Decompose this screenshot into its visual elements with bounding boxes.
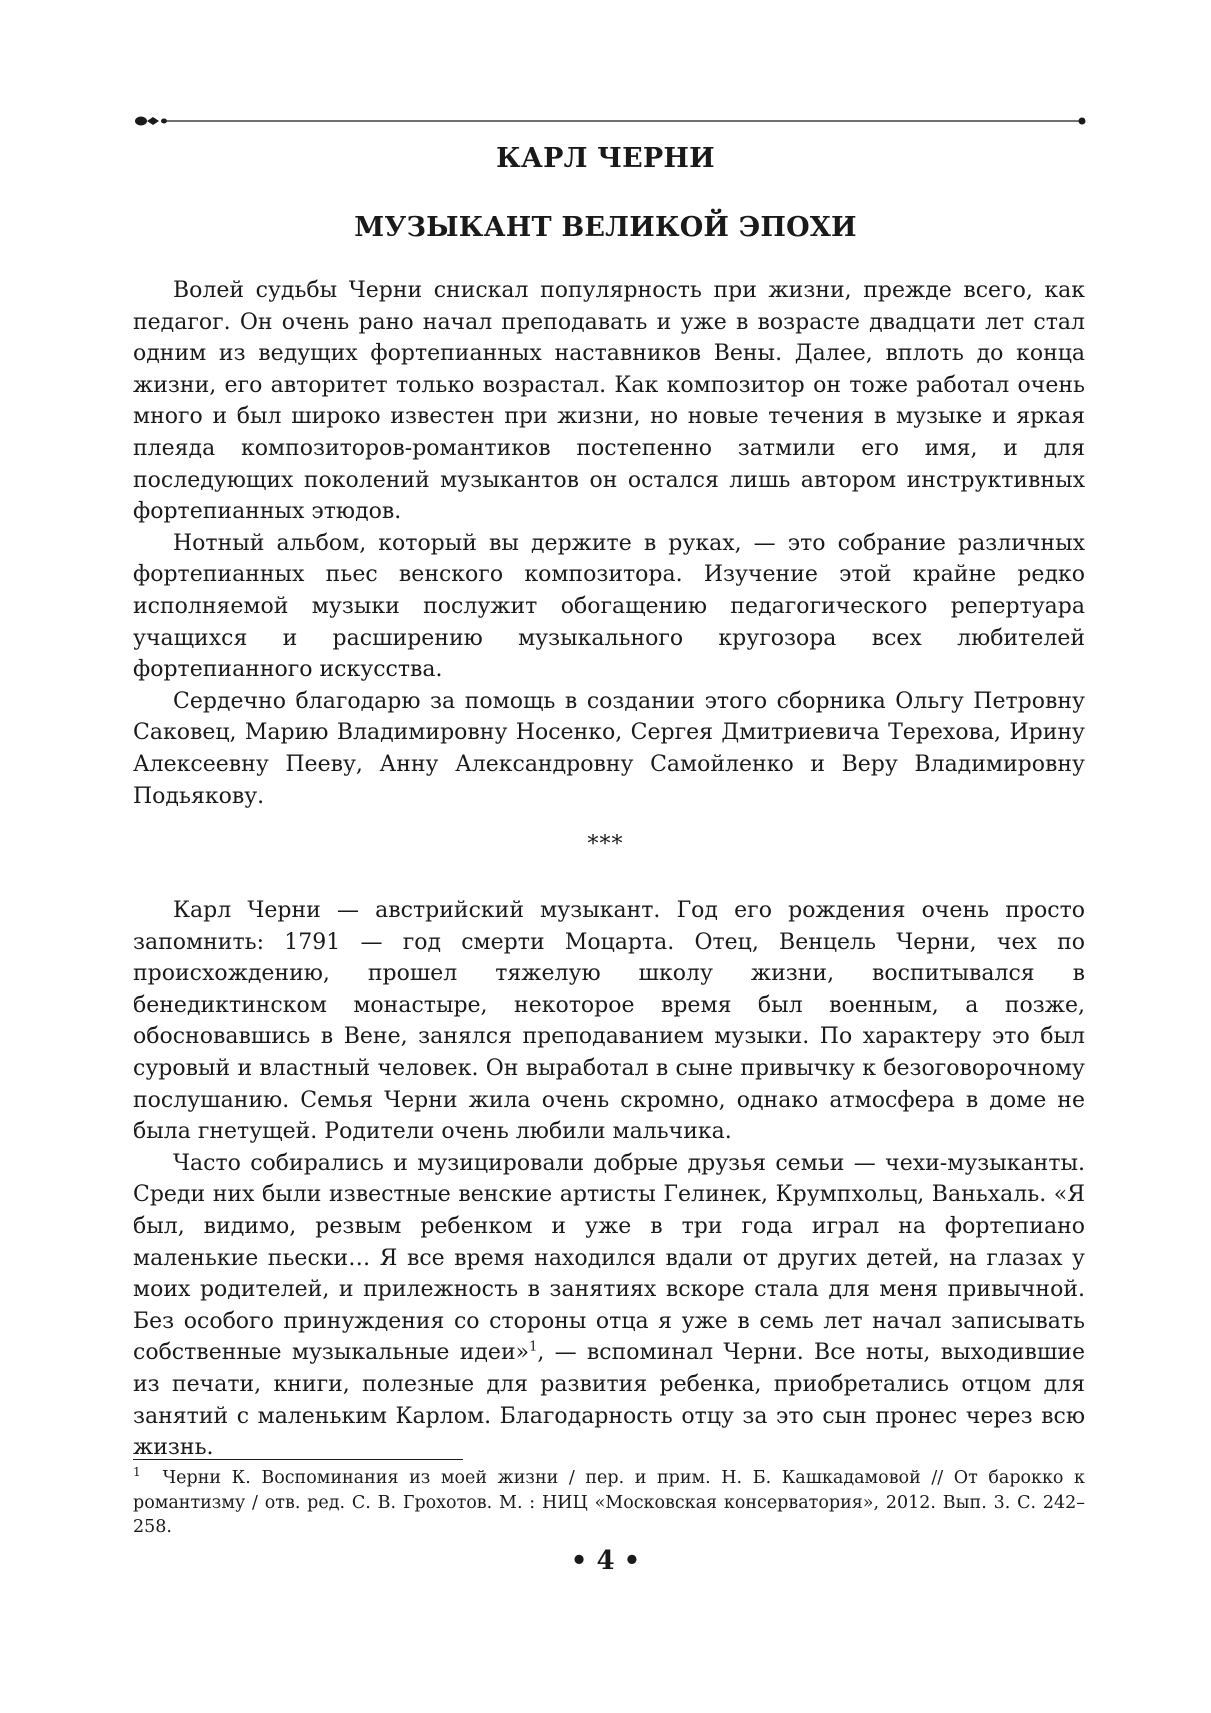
top-ornament-rule [135,112,1087,130]
page-subtitle: МУЗЫКАНТ ВЕЛИКОЙ ЭПОХИ [354,212,857,243]
paragraph [133,1148,1085,1464]
paragraph: Нотный альбом, который вы держите в руках, — это собрание различных фортепианных пьес венского композитора. Изучение этой крайне редко исполняемой музыки послужит обогащению педагогического репертуара учащихся и расширению музыкального кругозора всех любителей фортепианного искусства. [133,530,1085,683]
footnote-number: 1 [133,1465,141,1480]
footnote-divider [133,1459,463,1460]
paragraph: Сердечно благодарю за помощь в создании этого сборника Ольгу Петровну Саковец, Марию Владимировну Носенко, Сергея Дмитриевича Терехова, Ирину Алексеевну Пееву, Анну Александровну Самойленко и Веру Владимировну Подьякову. [133,688,1085,809]
section-separator: *** [587,832,624,857]
paragraph-text: , — вспоминал Черни. Все ноты, выходившие из печати, книги, полезные для развития ребенка, приобретались отцом для занятий с маленьким Карлом. Благодарность отцу за это сын пронес через всю жизнь. [133,1340,1085,1461]
footnote-reference[interactable]: 1 [529,1339,538,1355]
page-title: КАРЛ ЧЕРНИ [496,143,715,174]
paragraph: Волей судьбы Черни снискал популярность при жизни, прежде всего, как педагог. Он очень рано начал преподавать и уже в возрасте двадцати лет стал одним из ведущих фортепианных наставников Вены. Далее, вплоть до конца жизни, его авторитет только возрастал. Как композитор он тоже работал очень много и был широко известен при жизни, но новые течения в музыке и яркая плеяда композиторов-романтиков постепенно затмили его имя, и для последующих поколений музыкантов он остался лишь автором инструктивных фортепианных этюдов. [133,278,1085,525]
paragraph-text: Часто собирались и музицировали добрые друзья семьи — чехи-музыканты. Среди них были известные венские артисты Гелинек, Крумпхольц, Ваньхаль. «Я был, видимо, резвым ребенком и уже в три года играл на фортепиано маленькие пьески… Я все время находился вдали от других детей, на глазах у моих родителей, и прилежность в занятиях вскоре стала для меня привычной. Без особого принуждения со стороны отца я уже в семь лет начал записывать собственные музыкальные идеи» [133,1150,1085,1366]
biography-section [133,895,1085,1464]
page-number: • 4 • [570,1546,641,1576]
footnote [133,1466,1085,1540]
intro-section [133,275,1085,812]
ornament-rule-icon [135,112,1087,130]
footnote-text: Черни К. Воспоминания из моей жизни / пер. и прим. Н. Б. Кашкадамовой // От барокко к романтизму / отв. ред. С. В. Грохотов. М. : НИЦ «Московская консерватория», 2012. Вып. 3. С. 242–258. [133,1468,1085,1537]
paragraph: Карл Черни — австрийский музыкант. Год его рождения очень просто запомнить: 1791 — год смерти Моцарта. Отец, Венцель Черни, чех по происхождению, прошел тяжелую школу жизни, воспитывался в бенедиктинском монастыре, некоторое время был военным, а позже, обосновавшись в Вене, занялся преподаванием музыки. По характеру это был суровый и властный человек. Он выработал в сыне привычку к безоговорочному послушанию. Семья Черни жила очень скромно, однако атмосфера в доме не была гнетущей. Родители очень любили мальчика. [133,898,1085,1145]
